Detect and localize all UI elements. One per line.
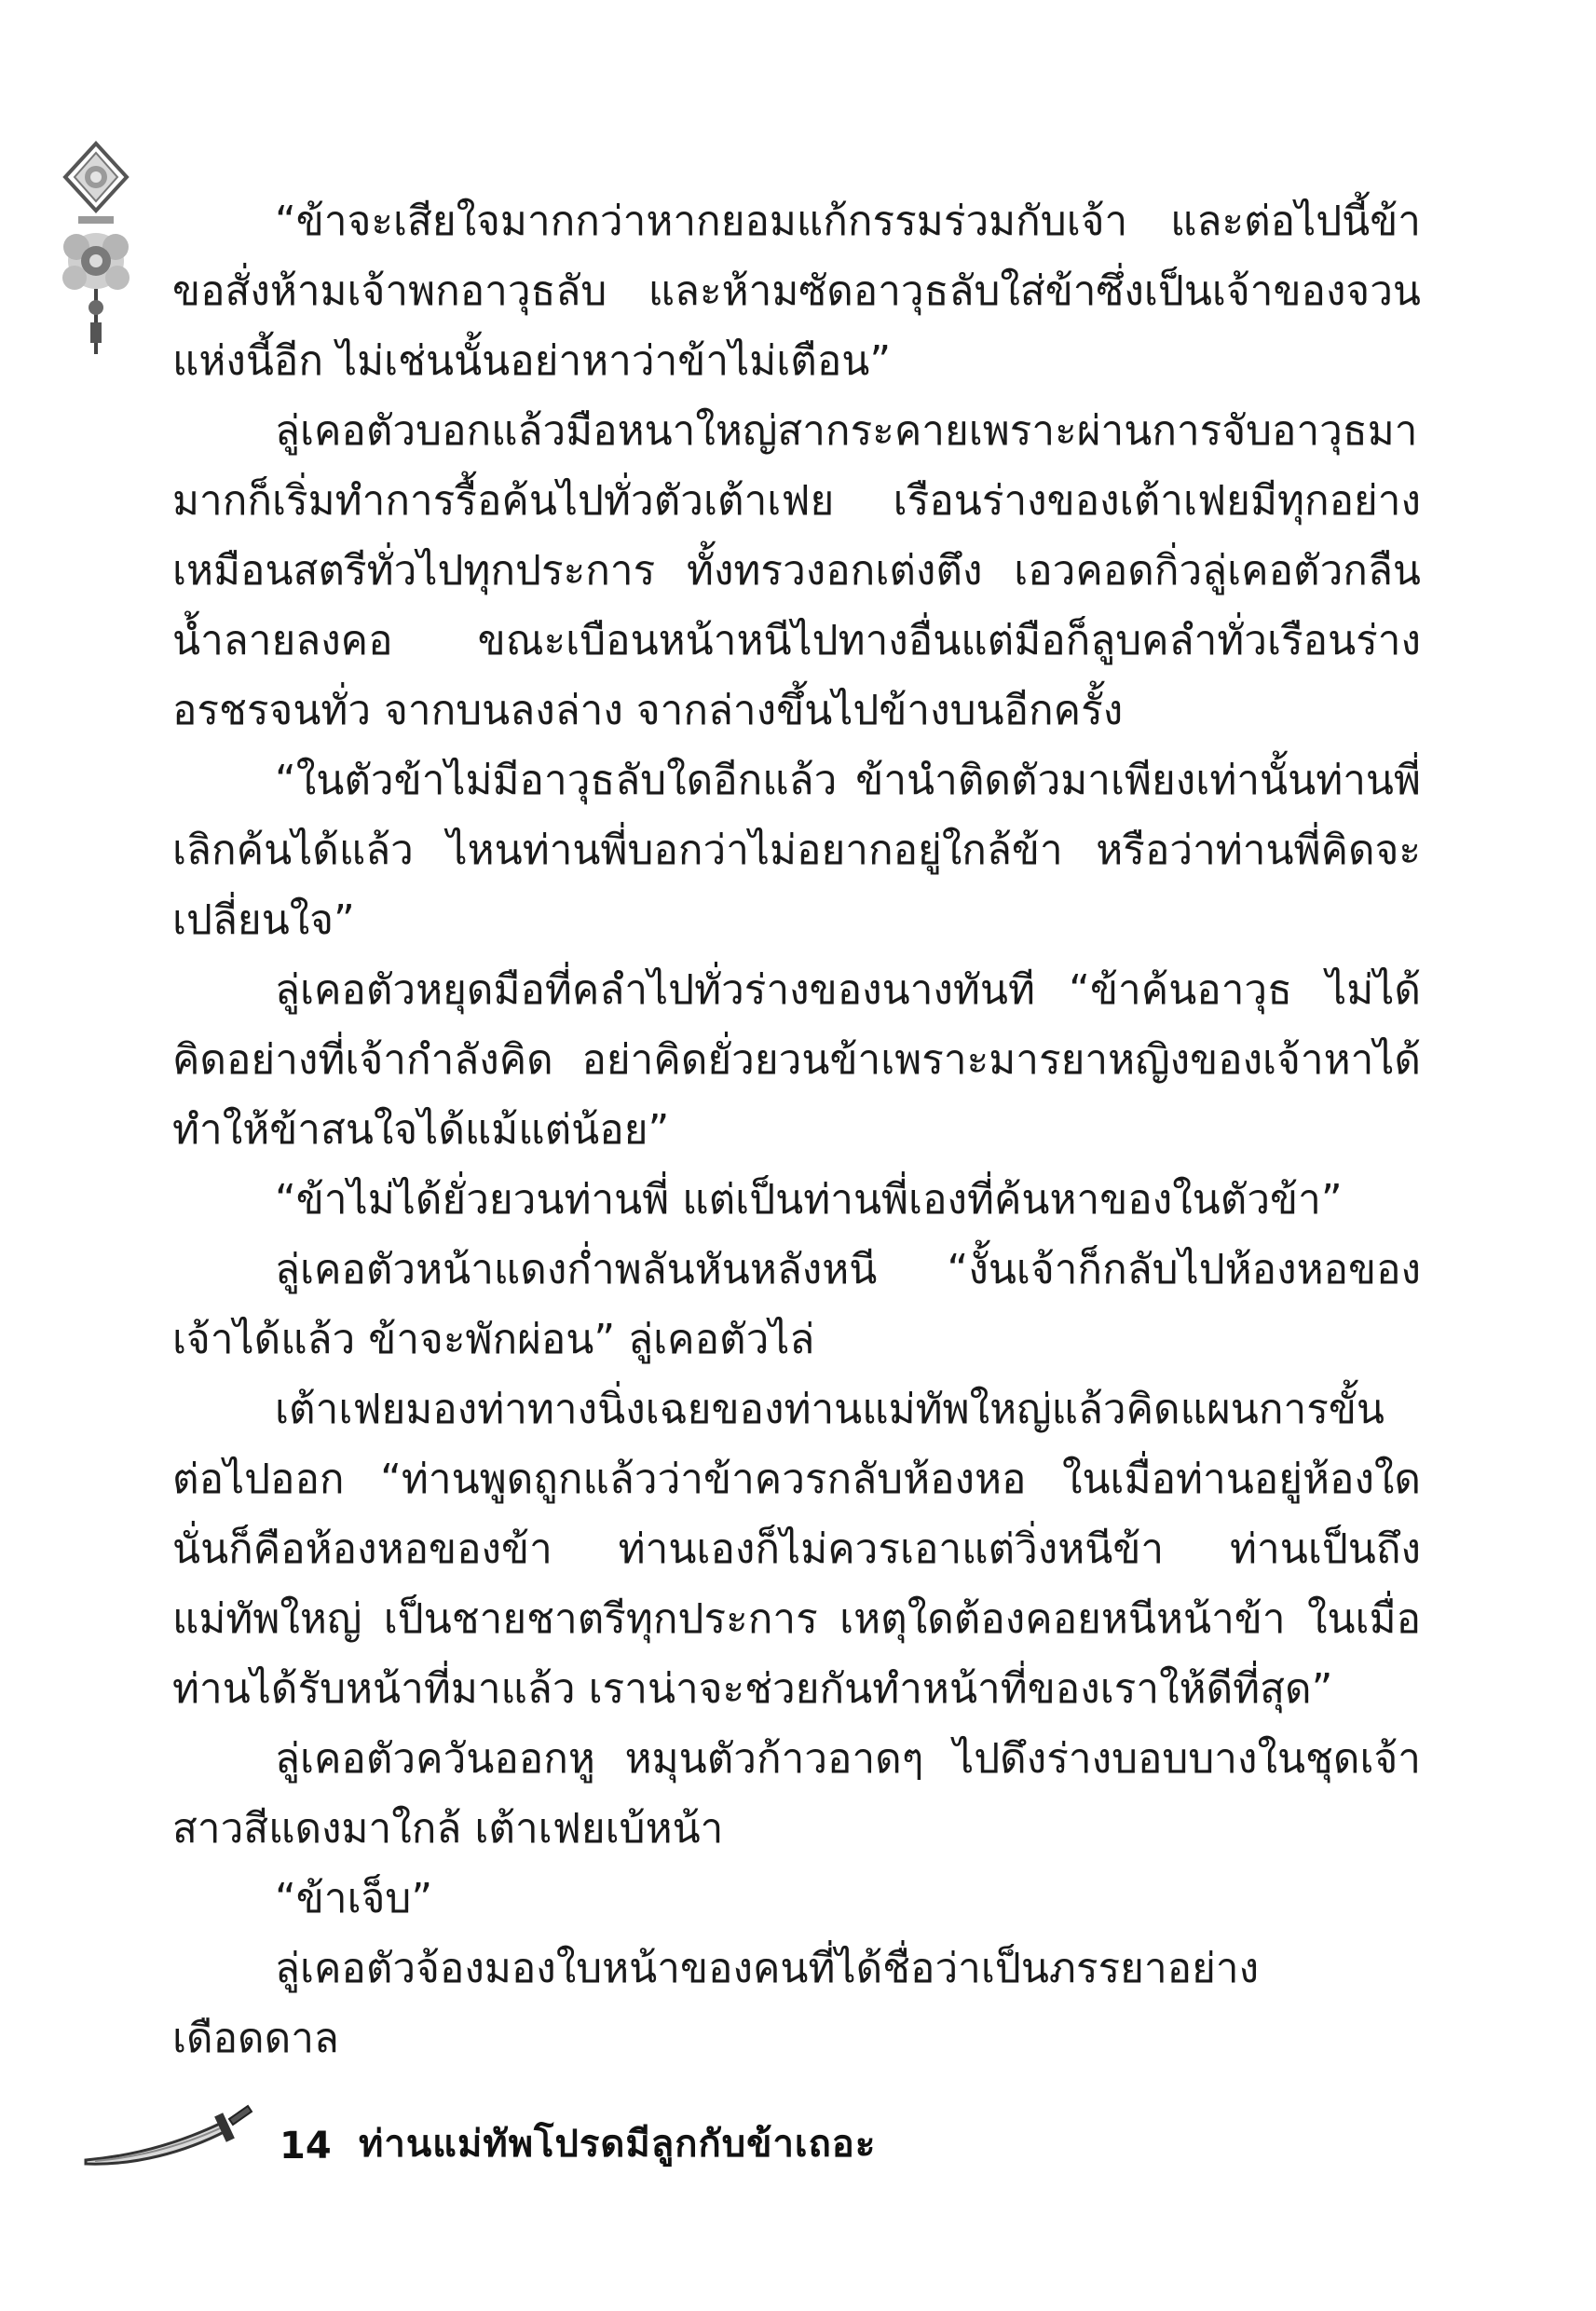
- body-text: [172, 186, 1421, 2073]
- paragraph: “ข้าเจ็บ”: [275, 1875, 433, 1922]
- paragraph: “ในตัวข้าไม่มีอาวุธลับใดอีกแล้ว ข้านำติดตัวมาเพียงเท่านั้นท่านพี่เลิกค้นได้แล้ว ไหนท่านพี่บอกว่าไม่อยากอยู่ใกล้ข้า หรือว่าท่านพี่คิดจะเปลี่ยนใจ”: [172, 757, 1421, 944]
- page-number: 14: [280, 2125, 332, 2167]
- page-footer: [0, 2087, 1596, 2199]
- book-title: ท่านแม่ทัพโปรดมีลูกกับข้าเถอะ: [359, 2123, 877, 2166]
- ornament-icon: [58, 140, 134, 363]
- sword-icon: [82, 2099, 254, 2173]
- paragraph: ลู่เคอตัวควันออกหู หมุนตัวก้าวอาดๆ ไปดึงร่างบอบบางในชุดเจ้าสาวสีแดงมาใกล้ เต้าเฟยเบ้หน้า: [172, 1735, 1421, 1853]
- paragraph: เต้าเฟยมองท่าทางนิ่งเฉยของท่านแม่ทัพใหญ่แล้วคิดแผนการขั้นต่อไปออก “ท่านพูดถูกแล้วว่าข้าควรกลับห้องหอ ในเมื่อท่านอยู่ห้องใดนั่นก็คือห้องหอของข้า ท่านเองก็ไม่ควรเอาแต่วิ่งหนีข้า ท่านเป็นถึงแม่ทัพใหญ่ เป็นชายชาตรีทุกประการ เหตุใดต้องคอยหนีหน้าข้า ในเมื่อท่านได้รับหน้าที่มาแล้ว เราน่าจะช่วยกันทำหน้าที่ของเราให้ดีที่สุด”: [172, 1386, 1421, 1713]
- paragraph: ลู่เคอตัวจ้องมองใบหน้าของคนที่ได้ชื่อว่าเป็นภรรยาอย่างเดือดดาล: [172, 1945, 1260, 2062]
- paragraph: ลู่เคอตัวหน้าแดงก่ำพลันหันหลังหนี “งั้นเจ้าก็กลับไปห้องหอของเจ้าได้แล้ว ข้าจะพักผ่อน” ลู่เคอตัวไล่: [172, 1246, 1421, 1363]
- paragraph: “ข้าจะเสียใจมากกว่าหากยอมแก้กรรมร่วมกับเจ้า และต่อไปนี้ข้าขอสั่งห้ามเจ้าพกอาวุธลับ และห้ามซัดอาวุธลับใส่ข้าซึ่งเป็นเจ้าของจวนแห่งนี้อีก ไม่เช่นนั้นอย่าหาว่าข้าไม่เตือน”: [172, 198, 1421, 385]
- paragraph: ลู่เคอตัวหยุดมือที่คลำไปทั่วร่างของนางทันที “ข้าค้นอาวุธ ไม่ได้คิดอย่างที่เจ้ากำลังคิด อย่าคิดยั่วยวนข้าเพราะมารยาหญิงของเจ้าหาได้ทำให้ข้าสนใจได้แม้แต่น้อย”: [172, 966, 1421, 1154]
- paragraph: “ข้าไม่ได้ยั่วยวนท่านพี่ แต่เป็นท่านพี่เองที่ค้นหาของในตัวข้า”: [275, 1176, 1343, 1224]
- paragraph: ลู่เคอตัวบอกแล้วมือหนาใหญ่สากระคายเพราะผ่านการจับอาวุธมามากก็เริ่มทำการรื้อค้นไปทั่วตัวเต้าเฟย เรือนร่างของเต้าเฟยมีทุกอย่างเหมือนสตรีทั่วไปทุกประการ ทั้งทรวงอกเต่งตึง เอวคอดกิ่วลู่เคอตัวกลืนน้ำลายลงคอ ขณะเบือนหน้าหนีไปทางอื่นแต่มือก็ลูบคลำทั่วเรือนร่างอรชรจนทั่ว จากบนลงล่าง จากล่างขึ้นไปข้างบนอีกครั้ง: [172, 407, 1421, 734]
